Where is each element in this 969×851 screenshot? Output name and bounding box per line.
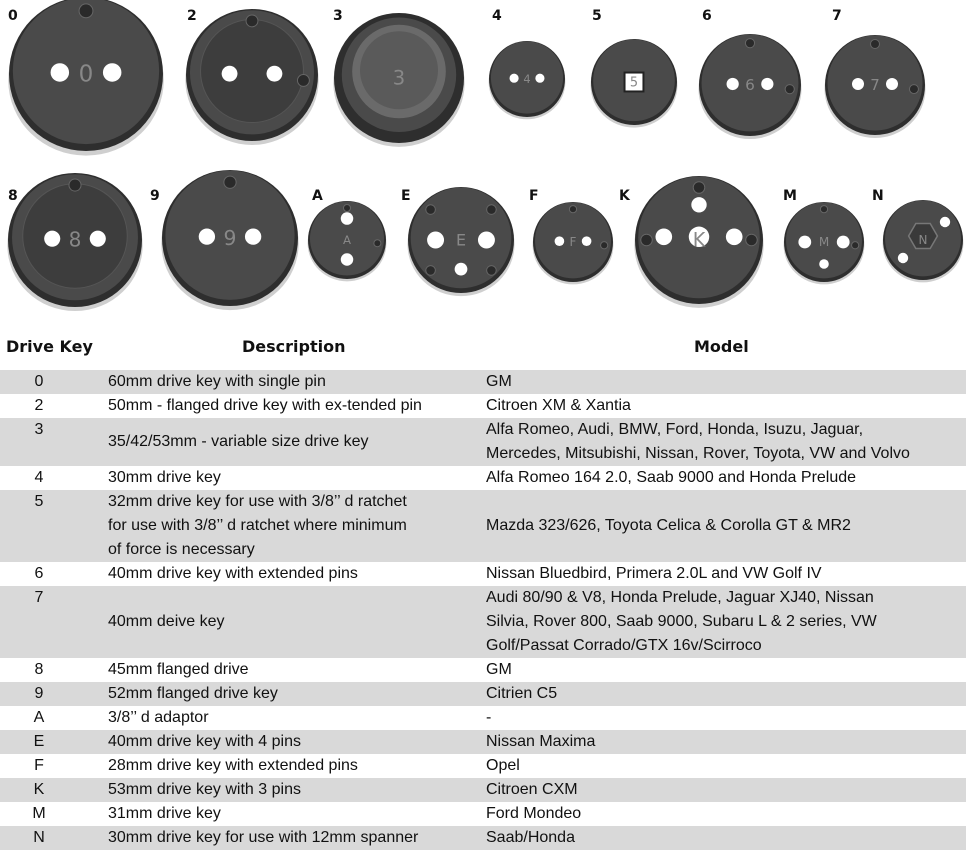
- table-row: [0, 730, 966, 754]
- description-line: 52mm flanged drive key: [108, 685, 278, 702]
- svg-text:7: 7: [870, 76, 880, 94]
- cell-model: [486, 706, 966, 730]
- table-row: [0, 418, 966, 466]
- description-line: 3/8’’ d adaptor: [108, 709, 209, 726]
- table-row: [0, 466, 966, 490]
- table-row: [0, 778, 966, 802]
- model-line: Nissan Bluedbird, Primera 2.0L and VW Golf IV: [486, 565, 822, 582]
- description-line: 30mm drive key: [108, 469, 221, 486]
- cell-drive-key: K: [33, 781, 45, 798]
- model-line: Saab/Honda: [486, 829, 575, 846]
- svg-text:9: 9: [223, 225, 237, 250]
- svg-text:4: 4: [523, 71, 531, 86]
- cell-description: [108, 826, 468, 850]
- cell-drive-key: 2: [34, 397, 44, 414]
- table-row: [0, 706, 966, 730]
- cell-model: [486, 682, 966, 706]
- svg-text:E: E: [455, 230, 467, 250]
- description-line: 53mm drive key with 3 pins: [108, 781, 301, 798]
- drive-key-label: 3: [333, 8, 343, 24]
- cell-model: [486, 466, 966, 490]
- cell-description: [108, 730, 468, 754]
- cell-drive-key: N: [33, 829, 45, 846]
- cell-model: [486, 370, 966, 394]
- model-line: Opel: [486, 757, 520, 774]
- svg-text:0: 0: [78, 61, 94, 88]
- cell-drive-key: F: [34, 757, 44, 774]
- model-line: Audi 80/90 & V8, Honda Prelude, Jaguar XJ40, Nissan: [486, 589, 874, 606]
- description-line: 28mm drive key with extended pins: [108, 757, 358, 774]
- cell-drive-key: 7: [34, 589, 44, 606]
- cell-drive-key: 6: [34, 565, 44, 582]
- model-line: Alfa Romeo 164 2.0, Saab 9000 and Honda Prelude: [486, 469, 857, 486]
- cell-model: [486, 394, 966, 418]
- cell-model: [486, 490, 966, 562]
- description-line: 30mm drive key for use with 12mm spanner: [108, 829, 419, 846]
- cell-description: [108, 490, 468, 562]
- model-line: Citroen XM & Xantia: [486, 397, 631, 414]
- table-row: [0, 370, 966, 394]
- drive-key-label: A: [312, 188, 323, 204]
- cell-description: [108, 562, 468, 586]
- header-model: Model: [694, 337, 749, 356]
- drive-key-label: K: [619, 188, 630, 204]
- header-description: Description: [242, 337, 346, 356]
- table-row: [0, 562, 966, 586]
- drive-key-label: E: [401, 188, 411, 204]
- cell-model: [486, 586, 966, 658]
- model-line: Citrien C5: [486, 685, 558, 702]
- drive-key-label: M: [783, 188, 797, 204]
- model-line: Alfa Romeo, Audi, BMW, Ford, Honda, Isuzu, Jaguar,: [486, 421, 864, 438]
- model-line: Mercedes, Mitsubishi, Nissan, Rover, Toyota, VW and Volvo: [486, 445, 910, 462]
- cell-drive-key: 9: [34, 685, 44, 702]
- description-line: 35/42/53mm - variable size drive key: [108, 433, 369, 450]
- svg-text:8: 8: [68, 227, 82, 252]
- svg-text:5: 5: [629, 75, 639, 91]
- cell-description: [108, 586, 468, 658]
- svg-text:F: F: [569, 235, 577, 249]
- cell-drive-key: M: [32, 805, 46, 822]
- cell-description: [108, 418, 468, 466]
- description-line: 40mm drive key with extended pins: [108, 565, 358, 582]
- model-line: Nissan Maxima: [486, 733, 596, 750]
- svg-text:3: 3: [392, 66, 406, 90]
- drive-key-label: 6: [702, 8, 712, 24]
- model-line: Ford Mondeo: [486, 805, 582, 822]
- description-line: 45mm flanged drive: [108, 661, 249, 678]
- cell-description: [108, 802, 468, 826]
- cell-model: [486, 778, 966, 802]
- drive-key-disc-image: [0, 0, 969, 310]
- cell-description: [108, 778, 468, 802]
- cell-model: [486, 658, 966, 682]
- cell-drive-key: A: [33, 709, 45, 726]
- table-row: [0, 826, 966, 850]
- cell-model: [486, 826, 966, 850]
- cell-model: [486, 754, 966, 778]
- drive-key-label: 4: [492, 8, 502, 24]
- cell-model: [486, 562, 966, 586]
- table-row: [0, 802, 966, 826]
- cell-model: [486, 730, 966, 754]
- model-line: Golf/Passat Corrado/GTX 16v/Scirroco: [486, 637, 762, 654]
- cell-drive-key: 5: [34, 493, 44, 510]
- table-row: [0, 394, 966, 418]
- cell-drive-key: 8: [34, 661, 44, 678]
- description-line: 32mm drive key for use with 3/8’’ d ratchet: [108, 493, 407, 510]
- drive-key-label: 0: [8, 8, 18, 24]
- table-row: [0, 490, 966, 562]
- drive-key-label: F: [529, 188, 539, 204]
- cell-drive-key: 0: [34, 373, 44, 390]
- svg-text:N: N: [918, 233, 928, 247]
- description-line: for use with 3/8’’ d ratchet where minimum: [108, 517, 407, 534]
- model-line: GM: [486, 661, 512, 678]
- table-row: [0, 754, 966, 778]
- cell-description: [108, 466, 468, 490]
- table-row: [0, 586, 966, 658]
- drive-key-label: 9: [150, 188, 160, 204]
- table-row: [0, 682, 966, 706]
- description-line: 60mm drive key with single pin: [108, 373, 326, 390]
- header-drive-key: Drive Key: [6, 337, 93, 356]
- svg-text:6: 6: [745, 76, 755, 95]
- model-line: Citroen CXM: [486, 781, 578, 798]
- description-line: of force is necessary: [108, 541, 255, 558]
- cell-drive-key: 3: [34, 421, 44, 438]
- model-line: Mazda 323/626, Toyota Celica & Corolla GT & MR2: [486, 517, 851, 534]
- cell-drive-key: 4: [34, 469, 44, 486]
- cell-description: [108, 370, 468, 394]
- svg-text:M: M: [818, 235, 830, 249]
- description-line: 40mm deive key: [108, 613, 225, 630]
- description-line: 40mm drive key with 4 pins: [108, 733, 301, 750]
- cell-description: [108, 658, 468, 682]
- model-line: Silvia, Rover 800, Saab 9000, Subaru L & 2 series, VW: [486, 613, 877, 630]
- cell-description: [108, 682, 468, 706]
- cell-drive-key: E: [33, 733, 45, 750]
- drive-key-label: 8: [8, 188, 18, 204]
- model-line: GM: [486, 373, 512, 390]
- cell-description: [108, 706, 468, 730]
- cell-description: [108, 754, 468, 778]
- drive-key-label: 7: [832, 8, 842, 24]
- drive-key-label: 2: [187, 8, 197, 24]
- description-line: 31mm drive key: [108, 805, 221, 822]
- drive-key-label: 5: [592, 8, 602, 24]
- cell-model: [486, 418, 966, 466]
- svg-text:A: A: [343, 232, 351, 247]
- model-line: -: [486, 709, 492, 726]
- drive-key-label: N: [872, 188, 884, 204]
- table-row: [0, 658, 966, 682]
- description-line: 50mm - flanged drive key with ex-tended pin: [108, 397, 422, 414]
- cell-model: [486, 802, 966, 826]
- svg-text:K: K: [692, 228, 706, 252]
- cell-description: [108, 394, 468, 418]
- drive-key-gallery: [0, 0, 969, 310]
